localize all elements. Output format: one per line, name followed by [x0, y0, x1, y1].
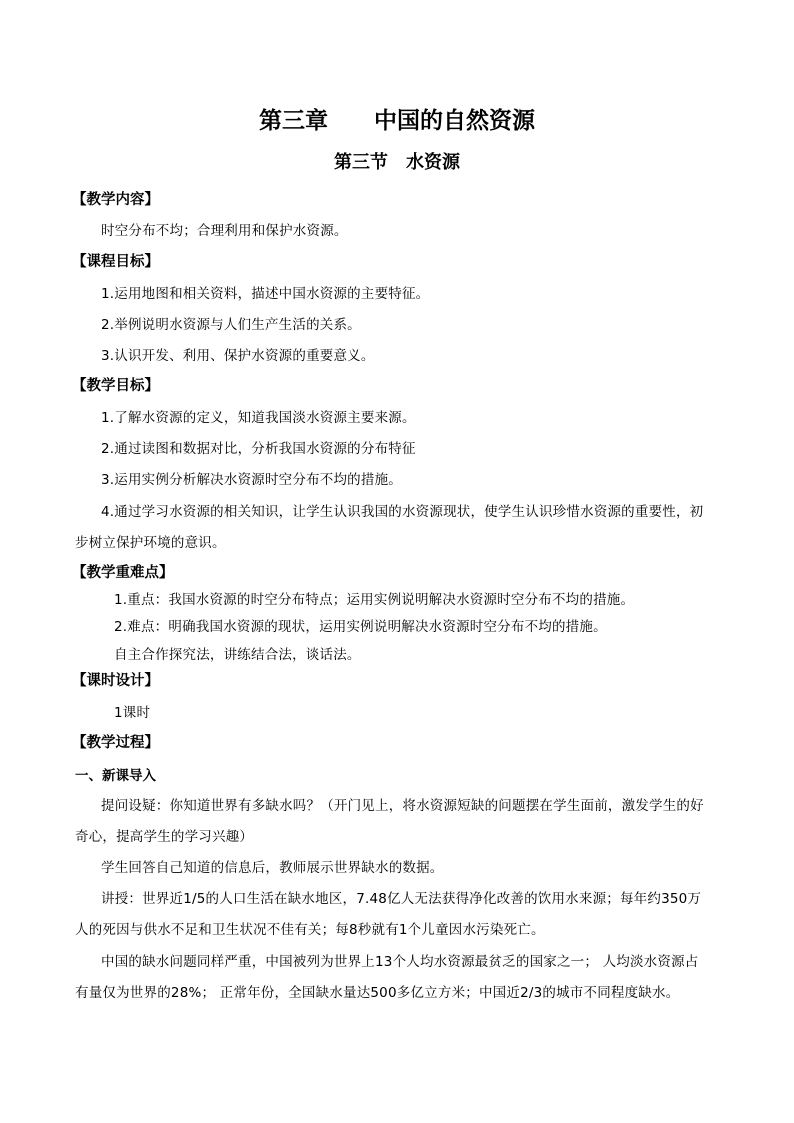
content-heading: 【教学内容】: [72, 192, 159, 208]
curriculum-item: 3.认识开发、利用、保护水资源的重要意义。: [101, 348, 375, 364]
goal-item: 1.了解水资源的定义，知道我国淡水资源主要来源。: [101, 410, 416, 426]
paragraph-2: 学生回答自己知道的信息后，教师展示世界缺水的数据。: [101, 860, 444, 876]
content-text: 时空分布不均；合理利用和保护水资源。: [101, 223, 348, 239]
paragraph-4-line2: 有量仅为世界的28%； 正常年份，全国缺水量达500多亿立方米；中国近2/3的城市不同程度缺水。: [75, 985, 680, 1001]
goal-item-4-line2: 步树立保护环境的意识。: [75, 535, 226, 551]
curriculum-item: 1.运用地图和相关资料，描述中国水资源的主要特征。: [101, 286, 430, 302]
goal-item: 2.通过读图和数据对比，分析我国水资源的分布特征: [101, 441, 416, 457]
paragraph-3-line1: 讲授：世界近1/5的人口生活在缺水地区，7.48亿人无法获得净化改善的饮用水来源；每年约350万: [101, 891, 702, 907]
section-title: 第三节 水资源: [334, 152, 460, 173]
goals-heading: 【教学目标】: [72, 378, 159, 394]
curriculum-item: 2.举例说明水资源与人们生产生活的关系。: [101, 317, 361, 333]
paragraph-1-line1: 提问设疑：你知道世界有多缺水吗？（开门见上，将水资源短缺的问题摆在学生面前，激发学生的好: [101, 798, 704, 814]
paragraph-1-line2: 奇心，提高学生的学习兴趣）: [75, 829, 254, 845]
keypoint-difficulty: 2.难点：明确我国水资源的现状，运用实例说明解决水资源时空分布不均的措施。: [114, 619, 607, 635]
paragraph-4-line1: 中国的缺水问题同样严重，中国被列为世界上13个人均水资源最贫乏的国家之一； 人均淡水资源占: [101, 954, 699, 970]
curriculum-heading: 【课程目标】: [72, 254, 159, 270]
methods-text: 自主合作探究法，讲练结合法，谈话法。: [114, 647, 361, 663]
period-text: 1课时: [114, 705, 151, 721]
goal-item-4-line1: 4.通过学习水资源的相关知识，让学生认识我国的水资源现状，使学生认识珍惜水资源的重要性，初: [101, 504, 704, 520]
intro-heading: 一、新课导入: [75, 768, 156, 784]
keypoint-focus: 1.重点：我国水资源的时空分布特点；运用实例说明解决水资源时空分布不均的措施。: [114, 592, 635, 608]
keypoints-heading: 【教学重难点】: [72, 565, 174, 581]
process-heading: 【教学过程】: [72, 735, 159, 751]
chapter-title: 第三章 中国的自然资源: [259, 108, 535, 134]
paragraph-3-line2: 人的死因与供水不足和卫生状况不佳有关；每8秒就有1个儿童因水污染死亡。: [75, 922, 545, 938]
goal-item: 3.运用实例分析解决水资源时空分布不均的措施。: [101, 472, 402, 488]
period-heading: 【课时设计】: [72, 673, 159, 689]
